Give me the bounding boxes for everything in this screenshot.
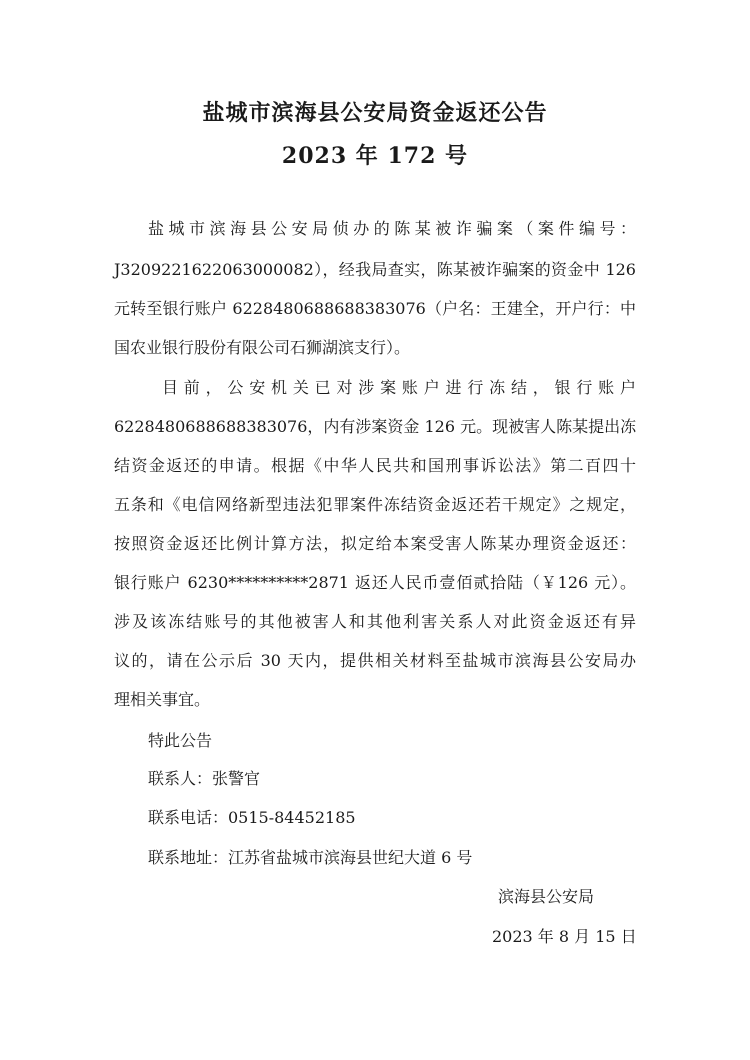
notice-number: 2023 年 172 号 [281, 143, 469, 169]
paragraph1-line: 盐城市滨海县公安局侦办的陈某被诈骗案（案件编号： [148, 219, 636, 238]
paragraph2-line: 银行账户 6230**********2871 返还人民币壹佰贰拾陆（￥126 元）。 [114, 573, 636, 592]
contact-address: 联系地址：江苏省盐城市滨海县世纪大道 6 号 [148, 848, 473, 867]
paragraph2-line: 6228480688688383076，内有涉案资金 126 元。现被害人陈某提出冻 [114, 417, 637, 436]
closing-text: 特此公告 [148, 731, 213, 750]
notice-title: 盐城市滨海县公安局资金返还公告 [202, 100, 548, 126]
paragraph2-line: 结资金返还的申请。根据《中华人民共和国刑事诉讼法》第二百四十 [114, 456, 636, 475]
paragraph2-line: 涉及该冻结账号的其他被害人和其他利害关系人对此资金返还有异 [114, 612, 636, 631]
paragraph2-line: 理相关事宜。 [114, 690, 211, 709]
paragraph2-line: 目前，公安机关已对涉案账户进行冻结，银行账户 [162, 378, 636, 397]
paragraph2-line: 按照资金返还比例计算方法，拟定给本案受害人陈某办理资金返还： [114, 534, 636, 553]
paragraph1-line: 元转至银行账户 6228480688688383076（户名：王建全，开户行：中 [114, 299, 636, 318]
paragraph1-line: J3209221622063000082），经我局查实，陈某被诈骗案的资金中 126 [114, 260, 636, 279]
paragraph1-line: 国农业银行股份有限公司石狮湖滨支行）。 [114, 338, 411, 357]
issue-date: 2023 年 8 月 15 日 [492, 927, 637, 946]
contact-phone: 联系电话：0515-84452185 [148, 808, 356, 827]
contact-person: 联系人：张警官 [148, 769, 261, 788]
paragraph2-line: 五条和《电信网络新型违法犯罪案件冻结资金返还若干规定》之规定， [114, 495, 636, 514]
paragraph2-line: 议的，请在公示后 30 天内，提供相关材料至盐城市滨海县公安局办 [114, 651, 636, 670]
issuer-name: 滨海县公安局 [498, 887, 595, 906]
